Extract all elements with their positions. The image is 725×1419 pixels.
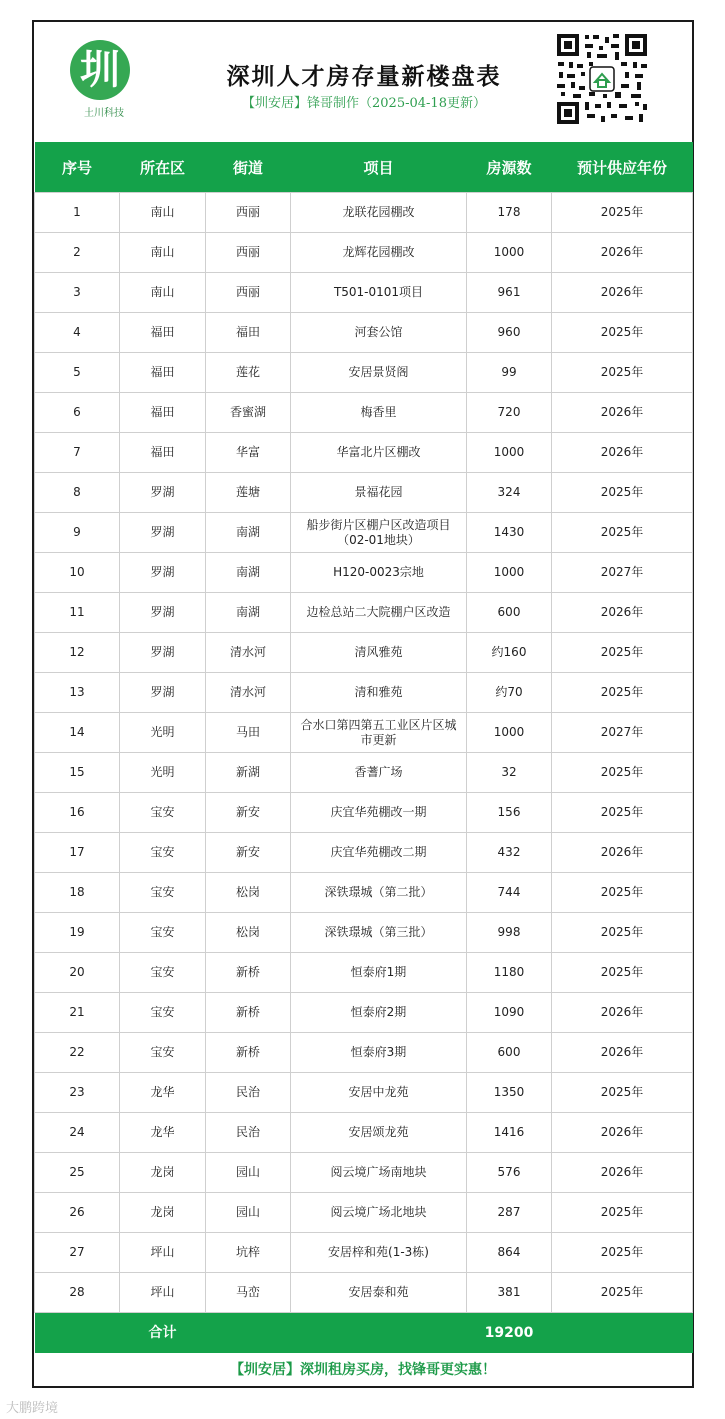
table-row <box>35 513 693 553</box>
logo-caption: 土川科技 <box>84 108 124 119</box>
table-cell: 24 <box>35 1113 120 1153</box>
table-cell: 2025年 <box>552 873 693 913</box>
table-cell: 西丽 <box>206 233 291 273</box>
total-label: 合计 <box>35 1313 291 1354</box>
table-cell: 600 <box>467 593 552 633</box>
table-row <box>35 193 693 233</box>
column-header: 所在区 <box>120 142 206 193</box>
table-cell: 宝安 <box>120 1033 206 1073</box>
table-cell: 2026年 <box>552 593 693 633</box>
table-cell: 罗湖 <box>120 673 206 713</box>
table-row <box>35 1153 693 1193</box>
table-cell: 华富北片区棚改 <box>291 433 467 473</box>
column-header: 项目 <box>291 142 467 193</box>
table-row <box>35 473 693 513</box>
table-cell: 福田 <box>206 313 291 353</box>
table-cell: 1000 <box>467 233 552 273</box>
table-cell: 13 <box>35 673 120 713</box>
table-cell: 2025年 <box>552 353 693 393</box>
table-cell: 西丽 <box>206 273 291 313</box>
table-cell: 1000 <box>467 433 552 473</box>
table-cell: 2027年 <box>552 553 693 593</box>
table-cell: 2026年 <box>552 233 693 273</box>
column-header: 街道 <box>206 142 291 193</box>
table-cell: 2025年 <box>552 313 693 353</box>
table-cell: 清风雅苑 <box>291 633 467 673</box>
table-cell: 99 <box>467 353 552 393</box>
table-cell: 961 <box>467 273 552 313</box>
table-cell: 1 <box>35 193 120 233</box>
table-cell: 2025年 <box>552 513 693 553</box>
table-cell: 清水河 <box>206 633 291 673</box>
table-cell: 福田 <box>120 313 206 353</box>
table-cell: 宝安 <box>120 833 206 873</box>
table-cell: 1090 <box>467 993 552 1033</box>
table-cell: 2025年 <box>552 473 693 513</box>
table-row <box>35 1273 693 1313</box>
table-cell: 龙华 <box>120 1113 206 1153</box>
table-cell: 2025年 <box>552 1193 693 1233</box>
table-cell: 安居中龙苑 <box>291 1073 467 1113</box>
table-header-row <box>35 142 693 193</box>
table-row <box>35 1073 693 1113</box>
table-cell: 民治 <box>206 1073 291 1113</box>
table-cell: 4 <box>35 313 120 353</box>
table-row <box>35 1113 693 1153</box>
table-cell: 28 <box>35 1273 120 1313</box>
table-row <box>35 753 693 793</box>
table-cell: 罗湖 <box>120 633 206 673</box>
table-row <box>35 1233 693 1273</box>
table-cell: 3 <box>35 273 120 313</box>
table-cell: 南山 <box>120 273 206 313</box>
brand-logo <box>70 40 130 100</box>
table-row <box>35 713 693 753</box>
table-cell: 龙辉花园棚改 <box>291 233 467 273</box>
column-header: 房源数 <box>467 142 552 193</box>
table-cell: 宝安 <box>120 873 206 913</box>
table-cell: 香蓍广场 <box>291 753 467 793</box>
table-row <box>35 393 693 433</box>
table-cell: 坪山 <box>120 1233 206 1273</box>
table-cell: 莲花 <box>206 353 291 393</box>
table-cell: 合水口第四第五工业区片区城市更新 <box>291 713 467 753</box>
table-cell: 1350 <box>467 1073 552 1113</box>
table-cell: 1000 <box>467 553 552 593</box>
table-cell: 18 <box>35 873 120 913</box>
table-cell: 新桥 <box>206 993 291 1033</box>
table-cell: 坑梓 <box>206 1233 291 1273</box>
table-cell: 庆宜华苑棚改一期 <box>291 793 467 833</box>
table-cell: 安居景贤阁 <box>291 353 467 393</box>
table-cell: 龙岗 <box>120 1193 206 1233</box>
table-row <box>35 913 693 953</box>
table-cell: 2026年 <box>552 1153 693 1193</box>
table-cell: 梅香里 <box>291 393 467 433</box>
table-cell: 432 <box>467 833 552 873</box>
table-row <box>35 793 693 833</box>
table-cell: 2025年 <box>552 193 693 233</box>
table-cell: 安居梓和苑(1-3栋) <box>291 1233 467 1273</box>
table-cell: 10 <box>35 553 120 593</box>
table-cell: 21 <box>35 993 120 1033</box>
table-row <box>35 353 693 393</box>
table-cell: 2025年 <box>552 1073 693 1113</box>
column-header: 序号 <box>35 142 120 193</box>
table-cell: 宝安 <box>120 913 206 953</box>
table-cell: 龙华 <box>120 1073 206 1113</box>
table-cell: 福田 <box>120 353 206 393</box>
table-cell: 1180 <box>467 953 552 993</box>
table-cell: 2025年 <box>552 633 693 673</box>
table-cell: 园山 <box>206 1153 291 1193</box>
table-cell: 庆宜华苑棚改二期 <box>291 833 467 873</box>
total-spacer <box>291 1313 467 1354</box>
table-cell: 720 <box>467 393 552 433</box>
listing-sheet <box>32 20 694 1388</box>
table-cell: 2 <box>35 233 120 273</box>
table-cell: 坪山 <box>120 1273 206 1313</box>
table-row <box>35 1033 693 1073</box>
table-cell: H120-0023宗地 <box>291 553 467 593</box>
table-cell: 华富 <box>206 433 291 473</box>
listing-table <box>34 142 693 1353</box>
total-spacer <box>552 1313 693 1354</box>
table-cell: 26 <box>35 1193 120 1233</box>
table-cell: 1416 <box>467 1113 552 1153</box>
table-cell: 156 <box>467 793 552 833</box>
table-cell: 深铁璟城（第三批） <box>291 913 467 953</box>
table-cell: 5 <box>35 353 120 393</box>
table-cell: 2026年 <box>552 993 693 1033</box>
table-cell: 2026年 <box>552 273 693 313</box>
table-row <box>35 553 693 593</box>
table-cell: T501-0101项目 <box>291 273 467 313</box>
table-cell: 19 <box>35 913 120 953</box>
table-cell: 27 <box>35 1233 120 1273</box>
qr-code-icon <box>555 32 649 126</box>
table-row <box>35 233 693 273</box>
table-cell: 福田 <box>120 433 206 473</box>
table-cell: 景福花园 <box>291 473 467 513</box>
table-cell: 香蜜湖 <box>206 393 291 433</box>
table-cell: 324 <box>467 473 552 513</box>
table-cell: 约160 <box>467 633 552 673</box>
table-cell: 船步街片区棚户区改造项目（02-01地块） <box>291 513 467 553</box>
table-cell: 龙岗 <box>120 1153 206 1193</box>
total-value: 19200 <box>467 1313 552 1354</box>
table-row <box>35 593 693 633</box>
table-cell: 17 <box>35 833 120 873</box>
table-cell: 12 <box>35 633 120 673</box>
table-cell: 2025年 <box>552 1273 693 1313</box>
page-title: 深圳人才房存量新楼盘表 <box>226 63 502 90</box>
table-cell: 20 <box>35 953 120 993</box>
table-cell: 744 <box>467 873 552 913</box>
total-row <box>35 1313 693 1354</box>
table-row <box>35 433 693 473</box>
table-cell: 光明 <box>120 713 206 753</box>
table-cell: 边检总站二大院棚户区改造 <box>291 593 467 633</box>
table-cell: 马田 <box>206 713 291 753</box>
table-row <box>35 313 693 353</box>
table-cell: 2025年 <box>552 913 693 953</box>
table-cell: 南山 <box>120 193 206 233</box>
table-cell: 600 <box>467 1033 552 1073</box>
table-cell: 381 <box>467 1273 552 1313</box>
table-cell: 清水河 <box>206 673 291 713</box>
table-row <box>35 273 693 313</box>
table-cell: 新桥 <box>206 1033 291 1073</box>
footer-slogan: 【圳安居】深圳租房买房，找锋哥更实惠！ <box>230 1362 496 1378</box>
table-cell: 清和雅苑 <box>291 673 467 713</box>
table-cell: 恒泰府2期 <box>291 993 467 1033</box>
table-cell: 2025年 <box>552 793 693 833</box>
table-cell: 1430 <box>467 513 552 553</box>
table-cell: 阅云境广场北地块 <box>291 1193 467 1233</box>
page-subtitle: 【圳安居】锋哥制作（2025-04-18更新） <box>242 96 486 111</box>
table-cell: 深铁璟城（第二批） <box>291 873 467 913</box>
table-cell: 14 <box>35 713 120 753</box>
table-row <box>35 673 693 713</box>
table-cell: 园山 <box>206 1193 291 1233</box>
table-cell: 6 <box>35 393 120 433</box>
table-cell: 罗湖 <box>120 473 206 513</box>
table-cell: 15 <box>35 753 120 793</box>
table-cell: 新安 <box>206 793 291 833</box>
table-cell: 22 <box>35 1033 120 1073</box>
table-cell: 16 <box>35 793 120 833</box>
table-row <box>35 833 693 873</box>
table-cell: 2025年 <box>552 953 693 993</box>
table-cell: 178 <box>467 193 552 233</box>
table-cell: 11 <box>35 593 120 633</box>
table-cell: 罗湖 <box>120 513 206 553</box>
table-cell: 民治 <box>206 1113 291 1153</box>
table-cell: 安居颂龙苑 <box>291 1113 467 1153</box>
table-cell: 2027年 <box>552 713 693 753</box>
table-cell: 恒泰府1期 <box>291 953 467 993</box>
table-cell: 南湖 <box>206 513 291 553</box>
logo-glyph: 圳 <box>80 47 120 93</box>
table-cell: 新桥 <box>206 953 291 993</box>
table-cell: 9 <box>35 513 120 553</box>
table-cell: 恒泰府3期 <box>291 1033 467 1073</box>
table-cell: 2026年 <box>552 1033 693 1073</box>
table-cell: 安居泰和苑 <box>291 1273 467 1313</box>
table-cell: 864 <box>467 1233 552 1273</box>
table-cell: 罗湖 <box>120 553 206 593</box>
table-row <box>35 953 693 993</box>
table-cell: 32 <box>467 753 552 793</box>
table-cell: 马峦 <box>206 1273 291 1313</box>
table-cell: 宝安 <box>120 953 206 993</box>
table-cell: 南湖 <box>206 593 291 633</box>
table-cell: 287 <box>467 1193 552 1233</box>
table-cell: 1000 <box>467 713 552 753</box>
table-cell: 576 <box>467 1153 552 1193</box>
table-cell: 约70 <box>467 673 552 713</box>
table-cell: 罗湖 <box>120 593 206 633</box>
table-cell: 新安 <box>206 833 291 873</box>
table-row <box>35 1193 693 1233</box>
table-cell: 8 <box>35 473 120 513</box>
table-cell: 河套公馆 <box>291 313 467 353</box>
table-cell: 龙联花园棚改 <box>291 193 467 233</box>
table-cell: 23 <box>35 1073 120 1113</box>
table-cell: 阅云境广场南地块 <box>291 1153 467 1193</box>
table-row <box>35 873 693 913</box>
table-cell: 莲塘 <box>206 473 291 513</box>
table-cell: 光明 <box>120 753 206 793</box>
table-cell: 2025年 <box>552 1233 693 1273</box>
table-cell: 南湖 <box>206 553 291 593</box>
table-cell: 2026年 <box>552 833 693 873</box>
table-cell: 2026年 <box>552 393 693 433</box>
table-cell: 松岗 <box>206 873 291 913</box>
table-cell: 宝安 <box>120 993 206 1033</box>
table-cell: 福田 <box>120 393 206 433</box>
column-header: 预计供应年份 <box>552 142 693 193</box>
table-cell: 松岗 <box>206 913 291 953</box>
header <box>34 22 692 142</box>
table-cell: 960 <box>467 313 552 353</box>
table-cell: 西丽 <box>206 193 291 233</box>
table-cell: 宝安 <box>120 793 206 833</box>
table-cell: 2025年 <box>552 673 693 713</box>
table-cell: 南山 <box>120 233 206 273</box>
table-cell: 2026年 <box>552 1113 693 1153</box>
table-cell: 7 <box>35 433 120 473</box>
table-row <box>35 993 693 1033</box>
table-cell: 998 <box>467 913 552 953</box>
table-cell: 2025年 <box>552 753 693 793</box>
watermark: 大鹏跨境 <box>6 1401 59 1416</box>
table-cell: 新湖 <box>206 753 291 793</box>
table-cell: 2026年 <box>552 433 693 473</box>
table-cell: 25 <box>35 1153 120 1193</box>
table-row <box>35 633 693 673</box>
